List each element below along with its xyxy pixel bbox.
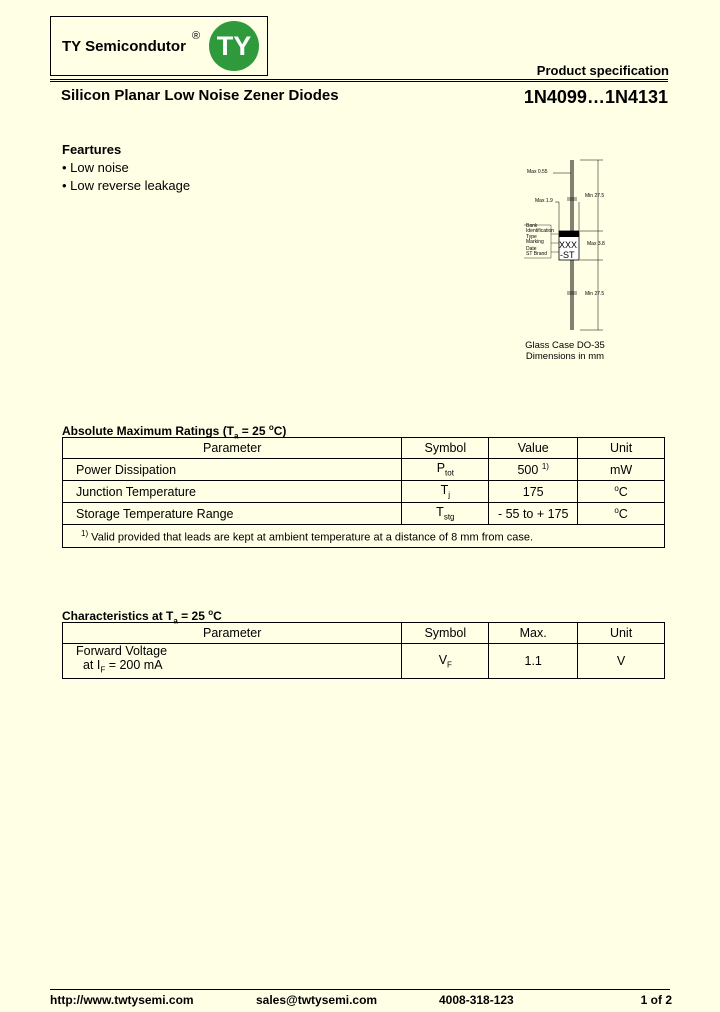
page-number: 1 of 2 [640, 993, 672, 1007]
cell-unit: V [578, 644, 665, 679]
feature-item: • Low reverse leakage [62, 178, 191, 193]
col-header-unit: Unit [578, 438, 665, 459]
cell-unit: $^o$C [578, 503, 665, 525]
part-range-title: 1N4099…1N4131 [523, 87, 668, 107]
page-subtitle: Silicon Planar Low Noise Zener Diodes [61, 87, 339, 104]
cell-parameter: Forward Voltage at $I_F = 200$ mA [63, 644, 402, 679]
cell-value: 500 $^{1)}$ [489, 459, 578, 481]
features-heading: Feartures [62, 142, 122, 157]
table-note-row [63, 525, 665, 548]
cell-parameter: Storage Temperature Range [63, 503, 402, 525]
cell-unit: mW [578, 459, 665, 481]
cell-symbol: $T_j$ [402, 481, 489, 503]
dim-bottom-lead: Min 27.5 [585, 291, 605, 297]
characteristics-title: Characteristics at $T_a = 25$ $^o$C [62, 608, 222, 626]
brand-logo-icon: TY [209, 21, 259, 71]
col-header-value: Value [489, 438, 578, 459]
abs-max-table [62, 437, 665, 548]
table-header-row [63, 623, 665, 644]
col-header-parameter: Parameter [63, 438, 402, 459]
col-header-symbol: Symbol [402, 438, 489, 459]
table-row [63, 644, 665, 679]
cell-value: - 55 to + 175 [489, 503, 578, 525]
header-rule-top [50, 79, 668, 80]
case-caption: Glass Case DO-35 Dimensions in mm [525, 340, 605, 362]
footer-email-link[interactable]: sales@twtysemi.com [256, 993, 378, 1007]
header-rule-bottom [50, 81, 668, 82]
col-header-parameter: Parameter [63, 623, 402, 644]
cell-value: 175 [489, 481, 578, 503]
cell-unit: $^o$C [578, 481, 665, 503]
cell-max: 1.1 [489, 644, 578, 679]
marking-st: -ST [560, 250, 575, 260]
footer-website-link[interactable]: http://www.twtysemi.com [50, 993, 194, 1007]
label-type: Type Marking [526, 234, 544, 245]
characteristics-table [62, 622, 665, 679]
spec-label: Product specification [536, 63, 669, 78]
table-footnote: $^{1)}$ Valid provided that leads are kept at ambient temperature at a distance of 8 mm from case. [63, 525, 665, 548]
label-st: Date ST Brand [526, 246, 548, 257]
cell-symbol: $V_F$ [402, 644, 489, 679]
footer-phone: 4008-318-123 [439, 993, 514, 1007]
dim-top-lead: Min 27.5 [585, 193, 605, 199]
col-header-symbol: Symbol [402, 623, 489, 644]
label-cathode: Bank Identification [526, 223, 555, 234]
table-row [63, 503, 665, 525]
dim-body-length: Max 3.8 [587, 241, 605, 247]
table-header-row [63, 438, 665, 459]
abs-max-title: Absolute Maximum Ratings ($T_a = 25$ $^o$C) [62, 423, 287, 441]
col-header-unit: Unit [578, 623, 665, 644]
registered-mark: ® [192, 30, 201, 42]
col-header-max: Max. [489, 623, 578, 644]
cell-symbol: $T_{stg}$ [402, 503, 489, 525]
dim-body-dia: Max 1.9 [535, 198, 553, 204]
dim-lead-dia: Max 0.55 [527, 169, 548, 175]
table-row [63, 481, 665, 503]
footer-rule [50, 989, 670, 990]
cell-parameter: Power Dissipation [63, 459, 402, 481]
feature-item: • Low noise [62, 160, 129, 175]
brand-name: TY Semicondutor [62, 38, 186, 55]
table-row [63, 459, 665, 481]
cell-symbol: $P_{tot}$ [402, 459, 489, 481]
marking-xxx: XXX [559, 240, 578, 250]
cell-parameter: Junction Temperature [63, 481, 402, 503]
